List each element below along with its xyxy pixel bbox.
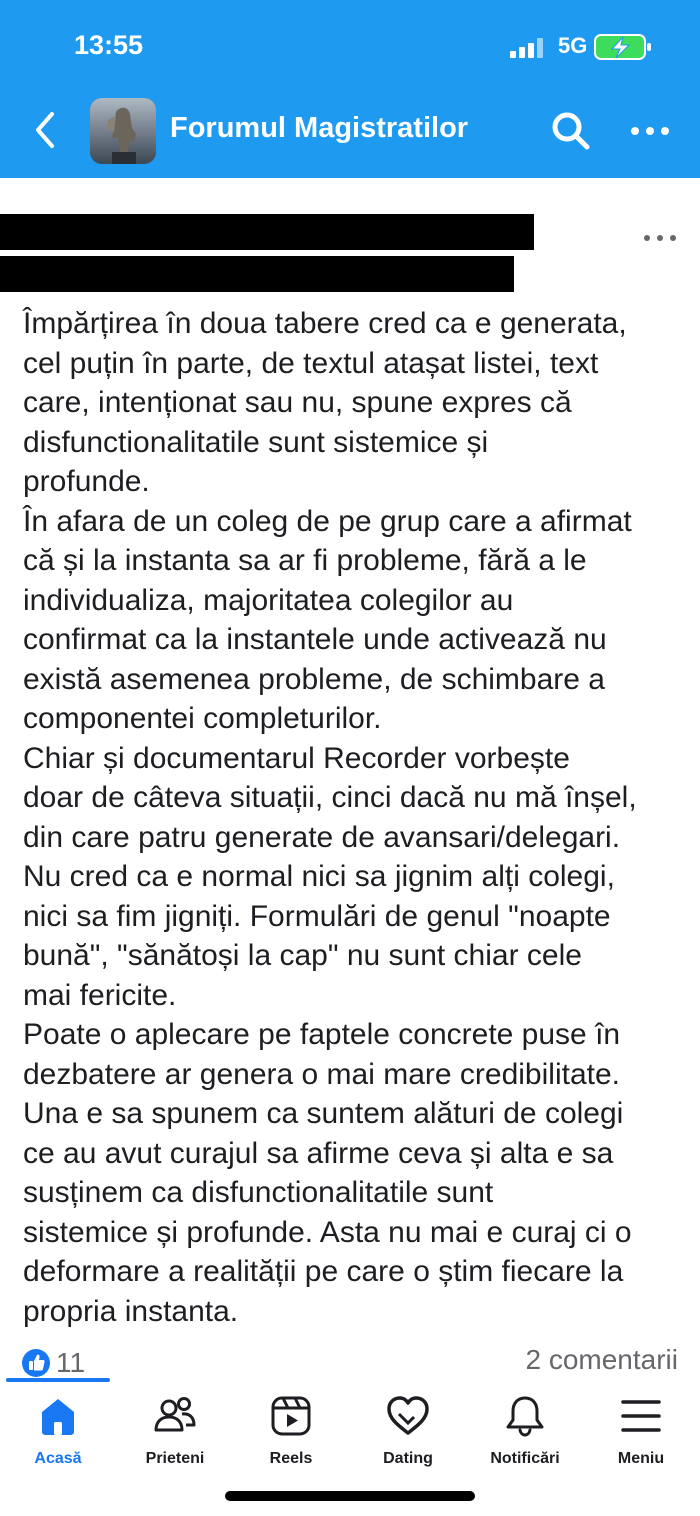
redacted-post-meta — [0, 256, 514, 292]
tab-label: Meniu — [617, 1450, 665, 1467]
search-icon[interactable] — [550, 110, 592, 152]
tab-friends[interactable] — [120, 1392, 230, 1468]
group-avatar[interactable] — [90, 98, 156, 164]
like-icon — [22, 1349, 50, 1377]
tab-label: Notificări — [490, 1450, 560, 1467]
home-indicator[interactable] — [225, 1491, 475, 1501]
comments-count[interactable]: 2 comentarii — [525, 1344, 678, 1375]
tab-dating[interactable] — [353, 1392, 463, 1468]
tab-label: Dating — [383, 1450, 433, 1467]
battery-icon — [594, 33, 654, 61]
active-tab-indicator — [6, 1378, 110, 1382]
tab-reels[interactable] — [236, 1392, 346, 1468]
post-text: Împărțirea în doua tabere cred ca e generata, cel puțin în parte, de textul atașat listei, text care, intenționat sau nu, spune expres că disfunctionalitatile sunt sistemice și profunde. În afara de un coleg de pe grup care a afirmat că și la instanta sa ar fi probleme, fără a le individualiza, majoritatea colegilor au confirmat ca la instantele unde activează nu există asemenea probleme, de schimbare a componentei completurilor. Chiar și documentarul Recorder vorbește doar de câteva situații, cinci dacă nu mă înșel, din care patru generate de avansari/delegari. Nu cred ca e normal nici sa jignim alți colegi, nici sa fim jigniți. Formulări de genul "noapte bună", "sănătoși la cap" nu sunt chiar cele mai fericite. Poate o aplecare pe faptele concrete puse în dezbatere ar genera o mai mare credibilitate. Una e sa spunem ca suntem alături de colegi ce au avut curajul sa afirme ceva și alta e sa susținem ca disfunctionalitatile sunt sistemice și profunde. Asta nu mai e curaj ci o deformare a realității pe care o știm fiecare la propria instanta. — [23, 307, 637, 1328]
group-title[interactable]: Forumul Magistratilor — [170, 112, 469, 144]
back-button[interactable] — [30, 108, 60, 152]
reels-icon — [267, 1392, 315, 1440]
tab-label: Reels — [269, 1450, 313, 1467]
heart-icon — [384, 1392, 432, 1440]
bell-icon — [501, 1392, 549, 1440]
post-more-icon[interactable] — [640, 228, 680, 248]
network-label: 5G — [558, 33, 588, 58]
redacted-author-name — [0, 214, 534, 250]
tab-notifications[interactable] — [470, 1392, 580, 1468]
home-icon — [34, 1392, 82, 1440]
tab-label: Prieteni — [145, 1450, 205, 1467]
more-options-icon[interactable] — [628, 118, 672, 144]
tab-menu[interactable] — [586, 1392, 696, 1468]
like-count: 11 — [56, 1347, 86, 1378]
top-header — [0, 0, 700, 178]
menu-icon — [617, 1392, 665, 1440]
tab-label: Acasă — [34, 1450, 82, 1467]
tab-home[interactable] — [3, 1392, 113, 1468]
signal-icon — [510, 38, 550, 58]
status-time: 13:55 — [74, 30, 144, 60]
like-summary[interactable] — [22, 1345, 85, 1381]
friends-icon — [151, 1392, 199, 1440]
